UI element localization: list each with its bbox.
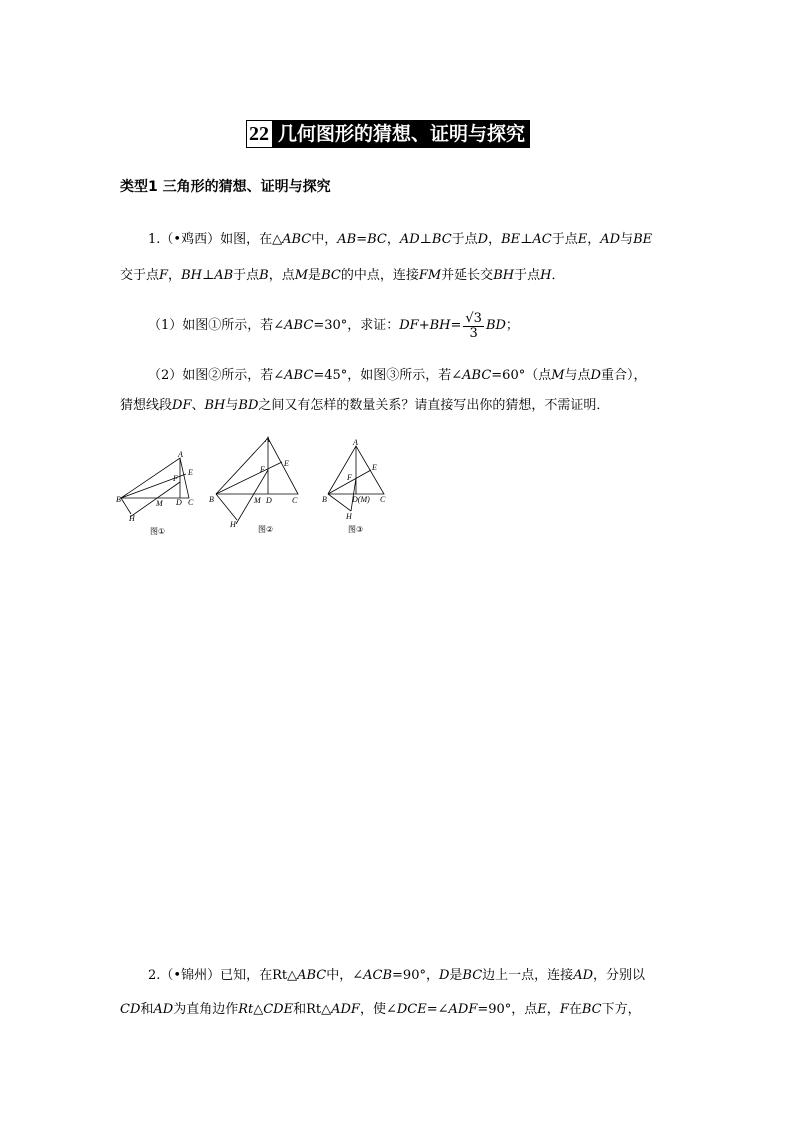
label-a: A <box>178 450 183 459</box>
label-h: H <box>230 520 236 529</box>
label-b: B <box>116 495 121 504</box>
figure-3-caption: 图③ <box>348 525 364 534</box>
label-c: C <box>380 495 386 504</box>
label-m: M <box>254 496 261 505</box>
label-e: E <box>284 459 289 468</box>
figure-1-caption: 图① <box>150 527 166 536</box>
problem2-line1: 2.（•锦州）已知，在Rt△ABC中，∠ACB=90°，D是BC边上一点，连接AD，分别以 <box>148 968 646 983</box>
problem1-line2: 交于点F，BH⊥AB于点B，点M是BC的中点，连接FM并延长交BH于点H． <box>120 268 565 283</box>
altitude-be <box>216 462 282 494</box>
problem1-part2-line1: （2）如图②所示，若∠ABC=45°，如图③所示，若∠ABC=60°（点M与点D重合）， <box>148 368 647 383</box>
line-bh <box>121 498 131 514</box>
label-m: M <box>156 499 163 508</box>
figure-2 <box>206 432 306 540</box>
label-e: E <box>372 463 377 472</box>
chapter-title <box>246 120 530 148</box>
label-f: F <box>173 474 178 483</box>
line-bh <box>216 494 237 520</box>
label-f: F <box>347 473 352 482</box>
problem1-part1: （1）如图①所示，若∠ ABC =30°，求证： DF+BH= $\frac{√3}{3}$ BD ； <box>148 310 519 341</box>
label-b: B <box>209 495 214 504</box>
figure-3 <box>318 436 398 540</box>
figure-2-caption: 图② <box>258 525 274 534</box>
chapter-title-text: 几何图形的猜想、证明与探究 <box>272 121 529 147</box>
line-fh <box>236 470 268 524</box>
label-e: E <box>188 468 193 477</box>
label-f: F <box>260 465 265 474</box>
figure-1 <box>112 448 204 540</box>
label-h: H <box>129 514 135 523</box>
problem1-part2-line2: 猜想线段DF、BH与BD之间又有怎样的数量关系？请直接写出你的猜想，不需证明． <box>120 398 610 413</box>
problem2-line2: CD和AD为直角边作Rt△CDE和Rt△ADF，使∠DCE=∠ADF=90°，点E，F在BC下方， <box>120 1002 641 1017</box>
label-c: C <box>188 498 194 507</box>
label-c: C <box>292 496 298 505</box>
label-d-m: D(M) <box>352 495 370 504</box>
label-a: A <box>353 438 358 447</box>
label-h: H <box>346 512 352 521</box>
triangle-abc <box>121 458 189 498</box>
label-b: B <box>322 495 327 504</box>
chapter-number: 22 <box>247 121 272 147</box>
label-a: A <box>265 435 270 444</box>
section-heading: 类型1 三角形的猜想、证明与探究 <box>120 179 331 195</box>
label-d: D <box>266 496 272 505</box>
sqrt3-over-3-fraction: $\frac{√3}{3}$ <box>465 310 482 341</box>
problem1-line1: 1.（•鸡西）如图，在△ABC中，AB=BC，AD⊥BC于点D，BE⊥AC于点E，AD与BE <box>148 232 653 247</box>
label-d: D <box>176 498 182 507</box>
line-bh <box>328 494 351 511</box>
